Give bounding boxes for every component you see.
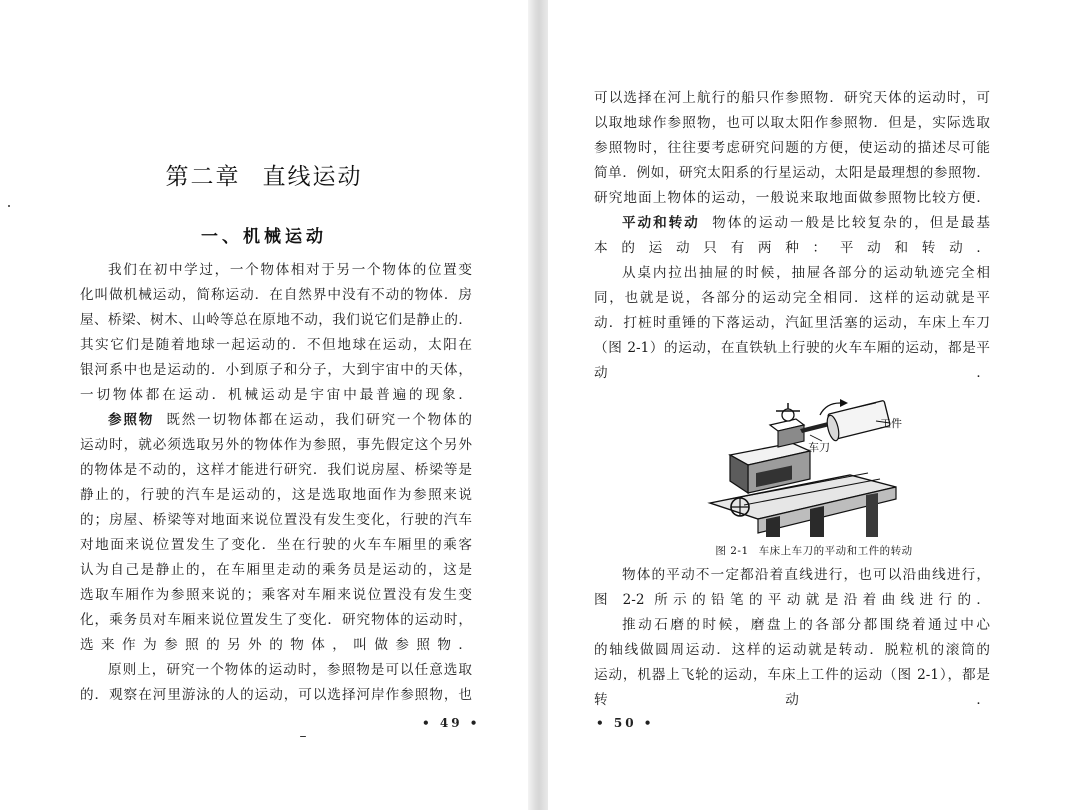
text-line: 的物体是不动的，这样才能进行研究．我们说房屋、桥梁等是	[80, 462, 472, 478]
text-line	[594, 211, 990, 236]
text-line: 认为自己是静止的，在车厢里走动的乘务员是运动的，这是	[80, 562, 472, 578]
text-line: 的；房屋、桥梁等对地面来说位置没有发生变化，行驶的汽车	[80, 512, 472, 528]
text-line: 动．打桩时重锤的下落运动，汽缸里活塞的运动，车床上车刀	[594, 315, 990, 331]
paragraph-curved-translation	[594, 563, 990, 613]
text-line: 化，乘务员对车厢来说位置发生了变化．研究物体的运动时，	[80, 612, 472, 628]
text-line: 一切物体都在运动．机械运动是宇宙中最普遍的现象．	[80, 387, 472, 403]
text-line	[80, 408, 472, 433]
text-line: 推动石磨的时候，磨盘上的各部分都围绕着通过中心	[622, 617, 990, 633]
chapter-heading	[0, 158, 528, 191]
text-line: 静止的，行驶的汽车是运动的，这是选取地面作为参照来说	[80, 487, 472, 503]
text-line: 转动．	[594, 692, 990, 708]
text-line: （图 2-1）的运动，在直铁轨上行驶的火车车厢的运动，都是平	[594, 340, 990, 356]
page-number: • 49 •	[422, 716, 481, 730]
text-line: 选取车厢作为参照来说的；乘客对车厢来说位置没有发生变	[80, 587, 472, 603]
paragraph-celestial-reference	[594, 86, 990, 211]
paragraph-rotation-examples	[594, 613, 990, 713]
figure-caption	[548, 543, 1080, 558]
paragraph-translation-rotation	[594, 211, 990, 261]
label-cutting-tool: 车刀	[808, 441, 830, 454]
section-title: 一、机械运动	[201, 227, 327, 247]
text-line: 我们在初中学过，一个物体相对于另一个物体的位置变	[108, 262, 472, 278]
text-line: 的．观察在河里游泳的人的运动，可以选择河岸作参照物，也	[80, 687, 472, 703]
text-line: 本的运动只有两种：平动和转动．	[594, 240, 990, 256]
text-line: 物体的平动不一定都沿着直线进行，也可以沿曲线进行，	[622, 567, 990, 583]
text-line: 运动时，就必须选取另外的物体作为参照，事先假定这个另外	[80, 437, 472, 453]
scan-speck	[300, 736, 306, 737]
label-workpiece: 工件	[880, 417, 902, 430]
figure-caption-text: 车床上车刀的平动和工件的转动	[758, 545, 913, 557]
lathe-illustration	[700, 395, 910, 537]
text-line: 从桌内拉出抽屉的时候，抽屉各部分的运动轨迹完全相	[622, 265, 990, 281]
left-page	[0, 0, 528, 810]
text-line: 以取地球作参照物，也可以取太阳作参照物．但是，实际选取	[594, 115, 990, 131]
text-line: 图 2-2 所示的铅笔的平动就是沿着曲线进行的．	[594, 592, 990, 608]
book-gutter	[528, 0, 548, 810]
paragraph-lead: 参照物	[108, 412, 155, 428]
text-line: 参照物时，往往要考虑研究问题的方便，使运动的描述尽可能	[594, 140, 990, 156]
text-fragment: 物体的运动一般是比较复杂的，但是最基	[712, 215, 991, 231]
text-line: 原则上，研究一个物体的运动时，参照物是可以任意选取	[108, 662, 472, 678]
page-number: • 50 •	[596, 716, 655, 730]
chapter-number: 第二章	[165, 164, 241, 190]
text-line: 银河系中也是运动的．小到原子和分子，大到宇宙中的天体，	[80, 362, 472, 378]
text-line: 化叫做机械运动，简称运动．在自然界中没有不动的物体．房	[80, 287, 472, 303]
text-line: 选来作为参照的另外的物体，叫做参照物．	[80, 637, 472, 653]
chapter-title: 直线运动	[262, 164, 363, 190]
text-line: 的轴线做圆周运动．这样的运动就是转动．脱粒机的滚筒的	[594, 642, 990, 658]
paragraph-lead: 平动和转动	[622, 215, 700, 231]
paragraph-translation-examples	[594, 261, 990, 386]
text-line: 其实它们是随着地球一起运动的．不但地球在运动，太阳在	[80, 337, 472, 353]
paragraph-choice-of-reference	[80, 658, 472, 708]
figure-number: 图 2-1	[715, 545, 749, 557]
paragraph-reference-object	[80, 408, 472, 658]
text-line: 同，也就是说，各部分的运动完全相同．这样的运动就是平	[594, 290, 990, 306]
text-fragment: 既然一切物体都在运动，我们研究一个物体的	[166, 412, 472, 428]
text-line: 可以选择在河上航行的船只作参照物．研究天体的运动时，可	[594, 90, 990, 106]
text-line: 屋、桥梁、树木、山岭等总在原地不动，我们说它们是静止的．	[80, 312, 472, 328]
lathe-figure	[700, 395, 910, 537]
text-line: 对地面来说位置发生了变化．坐在行驶的火车车厢里的乘客	[80, 537, 472, 553]
text-line: 研究地面上物体的运动，一般说来取地面做参照物比较方便．	[594, 190, 990, 206]
text-line: 简单．例如，研究太阳系的行星运动，太阳是最理想的参照物．	[594, 165, 990, 181]
paragraph-mechanical-motion	[80, 258, 472, 408]
scan-speck	[8, 205, 10, 207]
text-line: 动．	[594, 365, 990, 381]
text-line: 运动，机器上飞轮的运动，车床上工件的运动（图 2-1），都是	[594, 667, 990, 683]
